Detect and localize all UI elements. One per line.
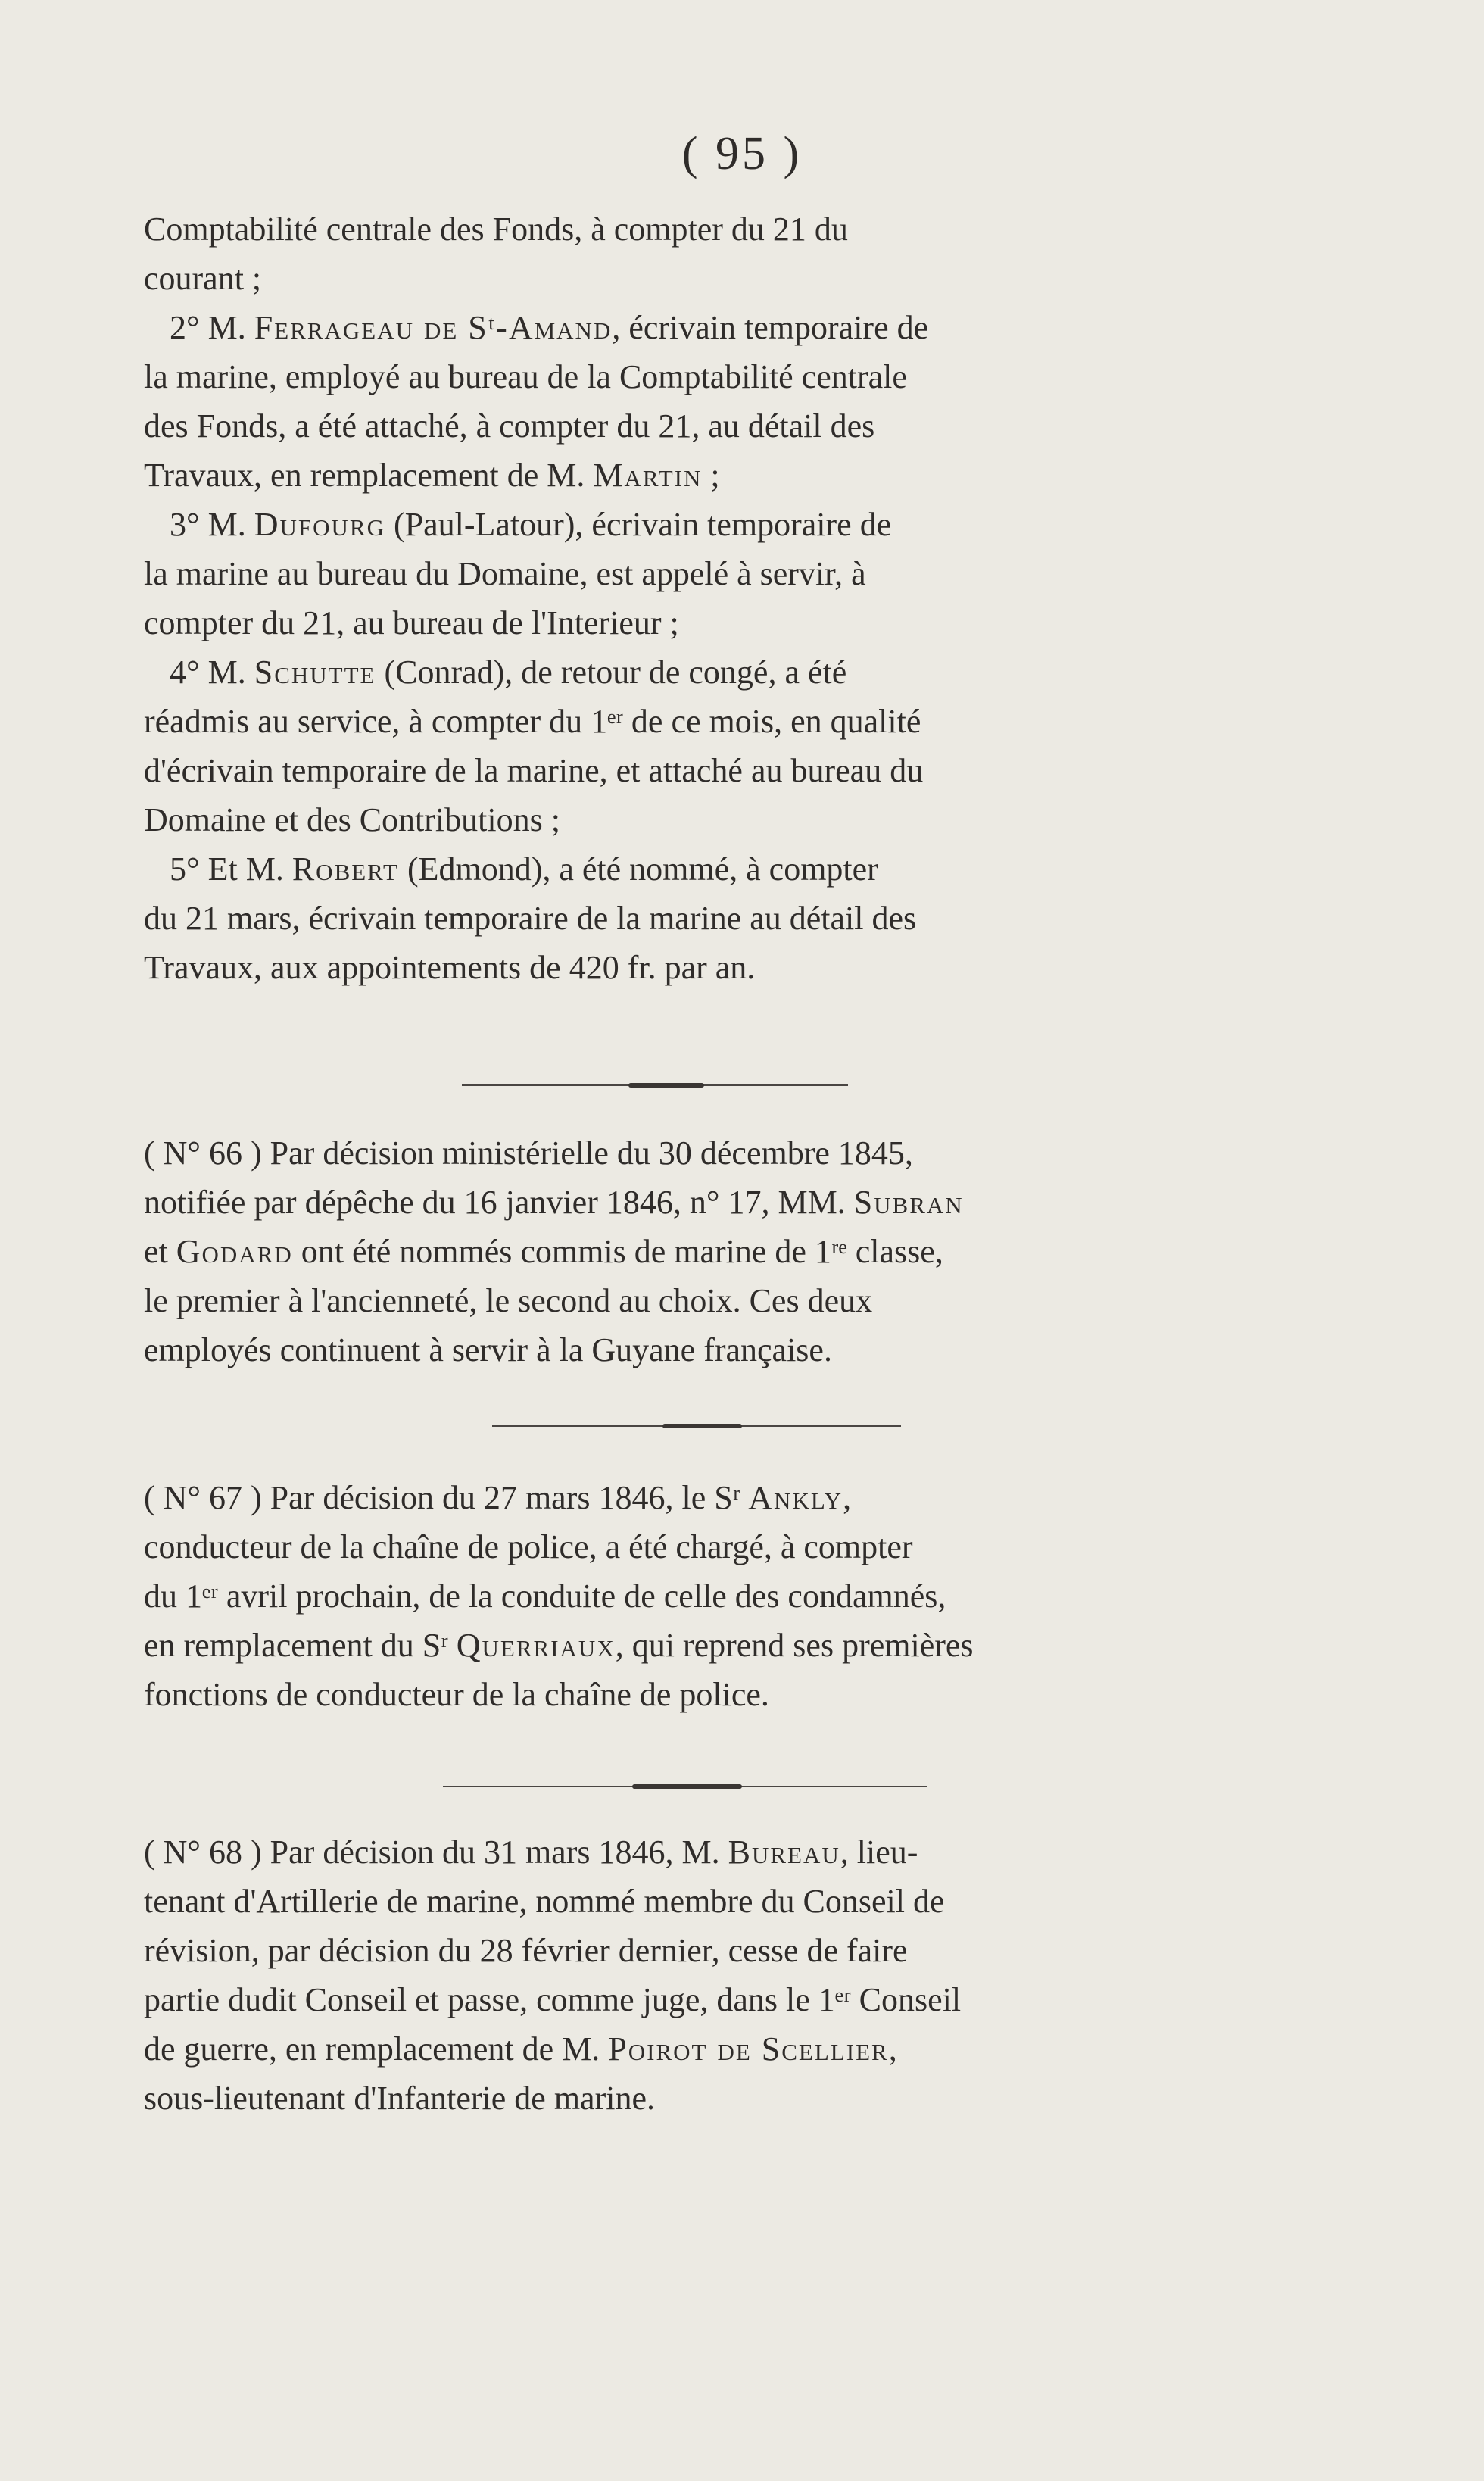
text-line: ( N° 67 ) Par décision du 27 mars 1846, le Sʳ Ankly, — [144, 1479, 852, 1516]
text-line: des Fonds, a été attaché, à compter du 21, au détail des — [144, 407, 875, 445]
decision-66-block — [144, 1128, 1264, 1375]
person-name: Dufourg — [254, 506, 385, 543]
text-line: et Godard ont été nommés commis de marine de 1ʳᵉ classe, — [144, 1233, 943, 1270]
decision-68-block — [144, 1827, 1264, 2123]
text-line: sous-lieutenant d'Infanterie de marine. — [144, 2080, 655, 2117]
page-number: ( 95 ) — [681, 128, 803, 179]
section-divider — [0, 1782, 1484, 1791]
person-name: Ferrageau de Sᵗ-Amand — [254, 309, 613, 346]
text-line: employés continuent à servir à la Guyane française. — [144, 1331, 832, 1368]
text-line: conducteur de la chaîne de police, a été chargé, à compter — [144, 1528, 913, 1565]
text-line: du 21 mars, écrivain temporaire de la marine au détail des — [144, 900, 917, 937]
decision-continuation-block — [144, 204, 1264, 992]
person-name: Martin — [593, 457, 703, 494]
text-line: de guerre, en remplacement de M. Poirot de Scellier, — [144, 2030, 897, 2068]
person-name: Schutte — [254, 654, 376, 691]
text-line: réadmis au service, à compter du 1ᵉʳ de ce mois, en qualité — [144, 703, 921, 740]
list-item: 2° M. Ferrageau de Sᵗ-Amand, écrivain temporaire de — [170, 309, 929, 346]
text-line: ( N° 68 ) Par décision du 31 mars 1846, M. Bureau, lieu- — [144, 1833, 918, 1871]
text-line: tenant d'Artillerie de marine, nommé membre du Conseil de — [144, 1883, 945, 1920]
text-line: partie dudit Conseil et passe, comme juge, dans le 1ᵉʳ Conseil — [144, 1981, 962, 2018]
text-line: le premier à l'ancienneté, le second au choix. Ces deux — [144, 1282, 873, 1319]
list-item: 4° M. Schutte (Conrad), de retour de congé, a été — [170, 654, 847, 691]
text-line: fonctions de conducteur de la chaîne de police. — [144, 1676, 769, 1713]
text-line: Travaux, aux appointements de 420 fr. par an. — [144, 949, 756, 986]
text-line: Comptabilité centrale des Fonds, à compter du 21 du — [144, 211, 848, 248]
person-name: Godard — [176, 1233, 293, 1270]
decision-67-block — [144, 1473, 1264, 1719]
text-line: la marine, employé au bureau de la Comptabilité centrale — [144, 358, 907, 395]
text-line: du 1ᵉʳ avril prochain, de la conduite de celle des condamnés, — [144, 1578, 946, 1615]
text-line: révision, par décision du 28 février dernier, cesse de faire — [144, 1932, 908, 1969]
section-divider — [0, 1422, 1484, 1431]
text-line: notifiée par dépêche du 16 janvier 1846, n° 17, MM. Subran — [144, 1184, 964, 1221]
text-line: en remplacement du Sʳ Querriaux, qui reprend ses premières — [144, 1627, 974, 1664]
list-item: 5° Et M. Robert (Edmond), a été nommé, à compter — [170, 850, 878, 888]
person-name: Querriaux — [456, 1627, 616, 1664]
text-line: courant ; — [144, 260, 262, 297]
text-line: Travaux, en remplacement de M. Martin ; — [144, 457, 720, 494]
text-line: compter du 21, au bureau de l'Interieur ; — [144, 604, 679, 641]
person-name: Poirot de Scellier — [608, 2030, 889, 2068]
person-name: Ankly — [748, 1479, 843, 1516]
person-name: Bureau — [728, 1833, 840, 1871]
text-line: ( N° 66 ) Par décision ministérielle du 30 décembre 1845, — [144, 1134, 913, 1172]
text-line: Domaine et des Contributions ; — [144, 801, 560, 838]
section-divider — [0, 1081, 1484, 1090]
text-line: la marine au bureau du Domaine, est appelé à servir, à — [144, 555, 866, 592]
person-name: Subran — [853, 1184, 964, 1221]
person-name: Robert — [292, 850, 399, 888]
list-item: 3° M. Dufourg (Paul-Latour), écrivain temporaire de — [170, 506, 892, 543]
text-line: d'écrivain temporaire de la marine, et attaché au bureau du — [144, 752, 924, 789]
